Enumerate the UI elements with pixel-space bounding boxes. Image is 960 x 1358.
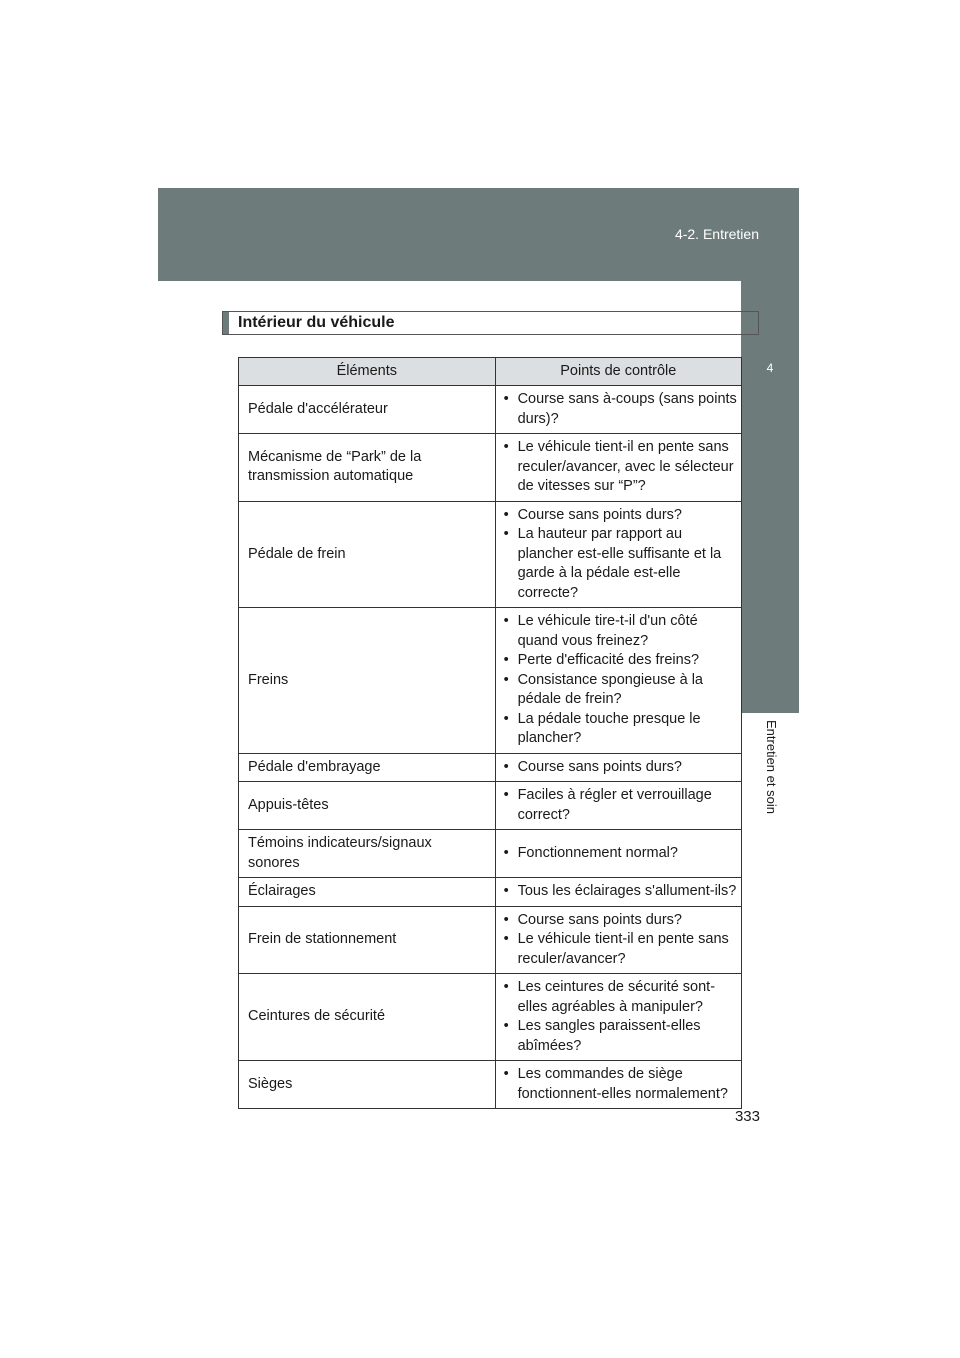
checkpoint-item: • Course sans points durs? xyxy=(504,506,741,526)
checkpoint-item: • Consistance spongieuse à la pédale de frein? xyxy=(504,671,741,710)
page-number: 333 xyxy=(734,1108,760,1125)
table-row xyxy=(239,501,742,608)
checkpoints-cell xyxy=(495,1061,741,1109)
element-cell: Pédale d'embrayage xyxy=(239,753,496,782)
table-row xyxy=(239,608,742,754)
header-band xyxy=(158,188,799,281)
checkpoint-item: • Tous les éclairages s'allument-ils? xyxy=(504,882,741,902)
checkpoints-cell xyxy=(495,906,741,974)
column-header-elements: Éléments xyxy=(239,358,496,386)
element-cell: Témoins indicateurs/signaux sonores xyxy=(239,830,496,878)
table-header-row xyxy=(239,358,742,386)
table-row xyxy=(239,830,742,878)
table-row xyxy=(239,906,742,974)
checkpoints-cell xyxy=(495,434,741,502)
checkpoint-list xyxy=(504,882,741,902)
chapter-number: 4 xyxy=(766,361,774,375)
section-title: 4-2. Entretien xyxy=(674,226,759,242)
checkpoint-item: • Course sans à-coups (sans points durs)? xyxy=(504,390,741,429)
checkpoint-item: • Course sans points durs? xyxy=(504,911,741,931)
chapter-tab xyxy=(741,281,799,713)
column-header-checkpoints: Points de contrôle xyxy=(495,358,741,386)
checkpoint-list xyxy=(504,911,741,970)
checkpoint-item: • Les sangles paraissent-elles abîmées? xyxy=(504,1017,741,1056)
checkpoint-item: • Le véhicule tient-il en pente sans reculer/avancer, avec le sélecteur de vitesses sur “P”? xyxy=(504,438,741,497)
element-cell: Éclairages xyxy=(239,878,496,907)
checkpoint-item: • Les ceintures de sécurité sont-elles agréables à manipuler? xyxy=(504,978,741,1017)
checkpoint-list xyxy=(504,1065,741,1104)
checkpoint-item: • Perte d'efficacité des freins? xyxy=(504,651,741,671)
section-heading xyxy=(222,311,759,335)
checkpoint-list xyxy=(504,612,741,749)
checkpoint-item: • Course sans points durs? xyxy=(504,758,741,778)
table-row xyxy=(239,1061,742,1109)
element-cell: Frein de stationnement xyxy=(239,906,496,974)
checkpoints-cell xyxy=(495,608,741,754)
element-cell: Pédale d'accélérateur xyxy=(239,386,496,434)
checkpoints-cell xyxy=(495,974,741,1061)
checkpoints-cell xyxy=(495,782,741,830)
checkpoint-item: • Fonctionnement normal? xyxy=(504,844,741,864)
checkpoint-list xyxy=(504,758,741,778)
table-row xyxy=(239,782,742,830)
checkpoint-item: • Le véhicule tire-t-il d'un côté quand vous freinez? xyxy=(504,612,741,651)
chapter-label: Entretien et soin xyxy=(764,720,779,814)
checkpoint-item: • Le véhicule tient-il en pente sans reculer/avancer? xyxy=(504,930,741,969)
checkpoint-list xyxy=(504,786,741,825)
checkpoint-item: • Faciles à régler et verrouillage correct? xyxy=(504,786,741,825)
element-cell: Ceintures de sécurité xyxy=(239,974,496,1061)
checkpoints-cell xyxy=(495,878,741,907)
checkpoint-item: • La pédale touche presque le plancher? xyxy=(504,710,741,749)
checkpoints-cell xyxy=(495,386,741,434)
table-row xyxy=(239,434,742,502)
table-row xyxy=(239,878,742,907)
checkpoint-item: • Les commandes de siège fonctionnent-elles normalement? xyxy=(504,1065,741,1104)
element-cell: Freins xyxy=(239,608,496,754)
inspection-table xyxy=(238,357,742,1109)
element-cell: Sièges xyxy=(239,1061,496,1109)
checkpoints-cell xyxy=(495,753,741,782)
checkpoints-cell xyxy=(495,501,741,608)
heading-text: Intérieur du véhicule xyxy=(238,314,395,331)
table-row xyxy=(239,386,742,434)
checkpoint-list xyxy=(504,844,741,864)
checkpoint-list xyxy=(504,438,741,497)
element-cell: Mécanisme de “Park” de la transmission automatique xyxy=(239,434,496,502)
table-row xyxy=(239,974,742,1061)
checkpoint-list xyxy=(504,506,741,604)
checkpoints-cell xyxy=(495,830,741,878)
element-cell: Pédale de frein xyxy=(239,501,496,608)
checkpoint-list xyxy=(504,390,741,429)
element-cell: Appuis-têtes xyxy=(239,782,496,830)
table-row xyxy=(239,753,742,782)
checkpoint-list xyxy=(504,978,741,1056)
checkpoint-item: • La hauteur par rapport au plancher est-elle suffisante et la garde à la pédale est-elle correcte? xyxy=(504,525,741,603)
table-body xyxy=(239,386,742,1109)
